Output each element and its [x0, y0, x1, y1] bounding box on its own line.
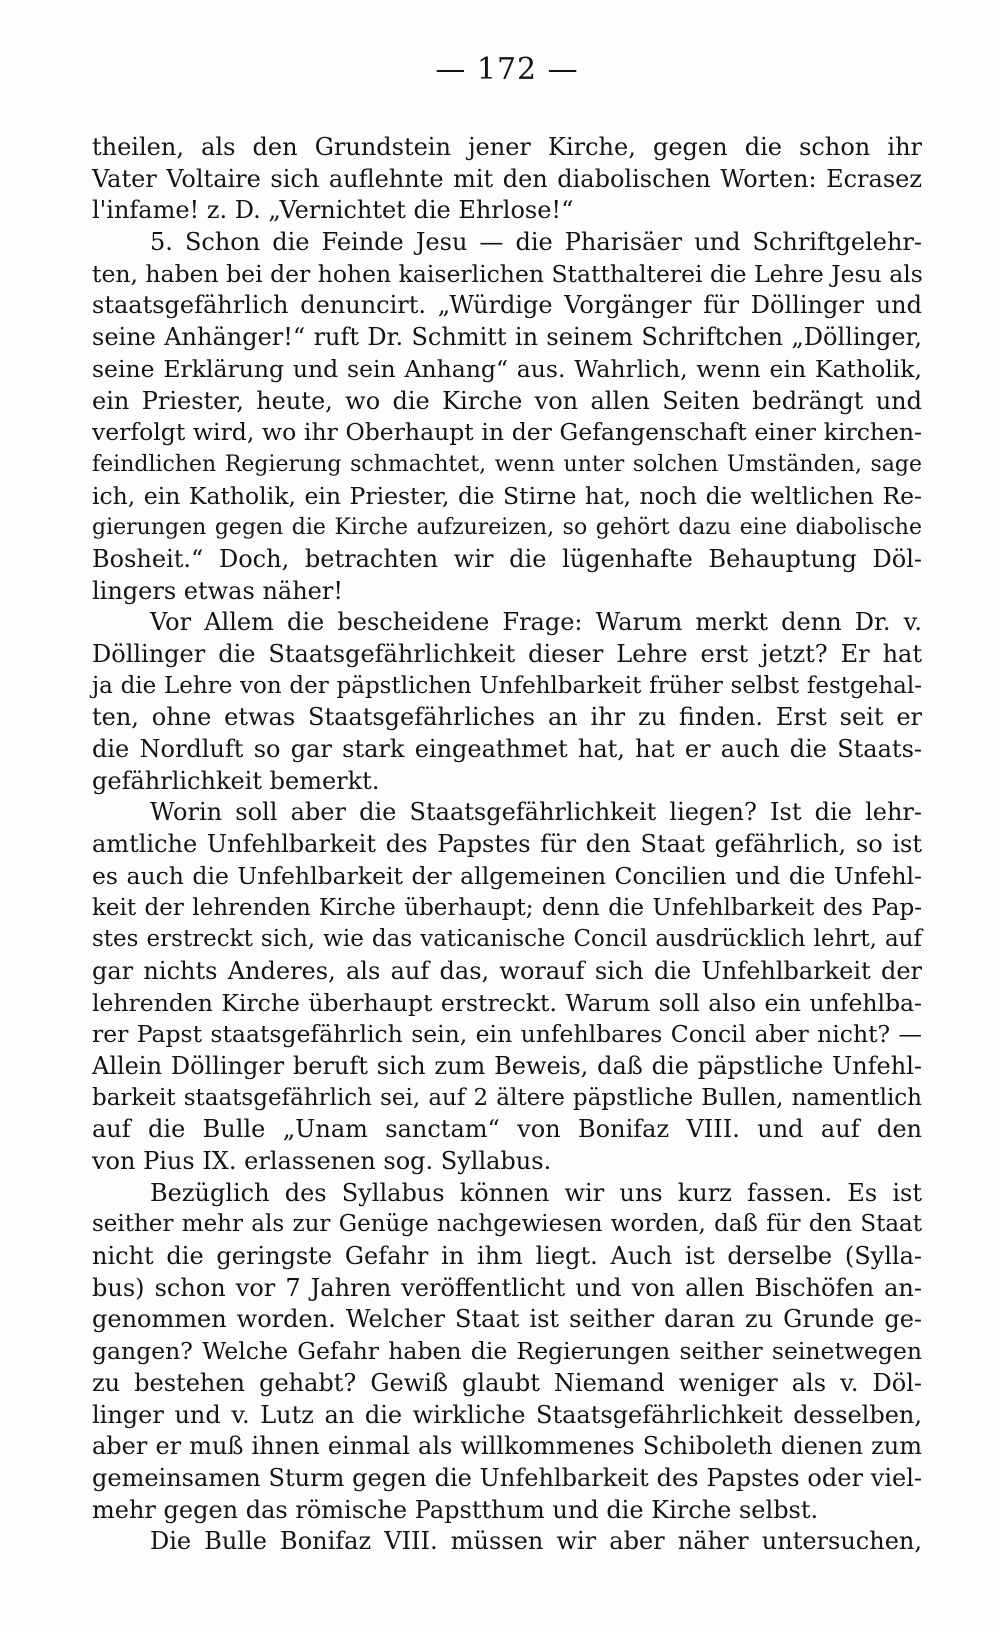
text-line: amtliche Unfehlbarkeit des Papstes für den Staat gefährlich, so ist — [92, 830, 922, 859]
text-line: Vor Allem die bescheidene Frage: Warum merkt denn Dr. v. — [150, 608, 922, 637]
text-line: ein Priester, heute, wo die Kirche von allen Seiten bedrängt und — [92, 386, 922, 415]
page-number: — 172 — — [435, 52, 579, 87]
text-line: staatsgefährlich denuncirt. „Würdige Vorgänger für Döllinger und — [92, 291, 922, 320]
text-line: Allein Döllinger beruft sich zum Beweis, daß die päpstliche Unfehl- — [92, 1051, 922, 1080]
text-line: gar nichts Anderes, als auf das, worauf sich die Unfehlbarkeit der — [92, 956, 922, 985]
text-line: ich, ein Katholik, ein Priester, die Stirne hat, noch die weltlichen Re- — [92, 481, 922, 510]
text-line: die Nordluft so gar stark eingeathmet hat, hat er auch die Staats- — [92, 735, 922, 764]
text-line: theilen, als den Grundstein jener Kirche, gegen die schon ihr — [92, 133, 922, 161]
text-line: feindlichen Regierung schmachtet, wenn unter solchen Umständen, sage — [92, 451, 922, 477]
text-line: rer Papst staatsgefährlich sein, ein unfehlbares Concil aber nicht? — — [92, 1020, 922, 1049]
text-line: Döllinger die Staatsgefährlichkeit dieser Lehre erst jetzt? Er hat — [92, 640, 922, 668]
text-line: lehrenden Kirche überhaupt erstreckt. Warum soll also ein unfehlba- — [92, 988, 922, 1017]
text-line: aber er muß ihnen einmal als willkommenes Schiboleth dienen zum — [92, 1432, 922, 1461]
text-line: gangen? Welche Gefahr haben die Regierungen seither seinetwegen — [92, 1337, 922, 1366]
text-line: 5. Schon die Feinde Jesu — die Pharisäer und Schriftgelehr- — [150, 228, 922, 257]
text-line: gierungen gegen die Kirche aufzureizen, so gehört dazu eine diabolische — [92, 515, 922, 541]
text-line: Die Bulle Bonifaz VIII. müssen wir aber näher untersuchen, — [150, 1527, 922, 1556]
text-line: Bezüglich des Syllabus können wir uns kurz fassen. Es ist — [150, 1178, 922, 1207]
text-line: von Pius IX. erlassenen sog. Syllabus. — [92, 1147, 552, 1175]
body-text — [92, 132, 922, 1558]
text-line: barkeit staatsgefährlich sei, auf 2 ältere päpstliche Bullen, namentlich — [92, 1084, 922, 1111]
text-line: es auch die Unfehlbarkeit der allgemeinen Concilien und die Unfehl- — [92, 861, 922, 890]
text-line: ja die Lehre von der päpstlichen Unfehlbarkeit früher selbst festgehal- — [92, 672, 922, 699]
text-line: ten, ohne etwas Staatsgefährliches an ihr zu finden. Erst seit er — [92, 703, 922, 732]
text-line: seine Erklärung und sein Anhang“ aus. Wahrlich, wenn ein Katholik, — [92, 354, 922, 383]
text-line: nicht die geringste Gefahr in ihm liegt. Auch ist derselbe (Sylla- — [92, 1242, 922, 1271]
text-line: linger und v. Lutz an die wirkliche Staatsgefährlichkeit desselben, — [92, 1400, 922, 1429]
text-line: l'infame! z. D. „Vernichtet die Ehrlose!“ — [92, 196, 574, 225]
text-line: verfolgt wird, wo ihr Oberhaupt in der Gefangenschaft einer kirchen- — [92, 418, 922, 447]
text-line: Worin soll aber die Staatsgefährlichkeit liegen? Ist die lehr- — [150, 798, 922, 827]
text-line: auf die Bulle „Unam sanctam“ von Bonifaz VIII. und auf den — [92, 1115, 922, 1144]
text-line: seither mehr als zur Genüge nachgewiesen worden, daß für den Staat — [92, 1211, 922, 1238]
text-line: stes erstreckt sich, wie das vaticanische Concil ausdrücklich lehrt, auf — [92, 926, 922, 953]
text-line: keit der lehrenden Kirche überhaupt; denn die Unfehlbarkeit des Pap- — [92, 894, 922, 921]
text-line: bus) schon vor 7 Jahren veröffentlicht und von allen Bischöfen an- — [92, 1273, 922, 1302]
text-line: mehr gegen das römische Papstthum und die Kirche selbst. — [92, 1495, 819, 1524]
text-line: Vater Voltaire sich auflehnte mit den diabolischen Worten: Ecrasez — [92, 164, 922, 193]
text-line: gemeinsamen Sturm gegen die Unfehlbarkeit des Papstes oder viel- — [92, 1463, 922, 1492]
text-line: ten, haben bei der hohen kaiserlichen Statthalterei die Lehre Jesu als — [92, 259, 923, 288]
text-line: zu bestehen gehabt? Gewiß glaubt Niemand weniger als v. Döl- — [92, 1368, 922, 1397]
text-line: lingers etwas näher! — [92, 576, 343, 605]
text-line: seine Anhänger!“ ruft Dr. Schmitt in seinem Schriftchen „Döllinger, — [92, 323, 922, 352]
text-line: Bosheit.“ Doch, betrachten wir die lügenhafte Behauptung Döl- — [92, 544, 922, 573]
text-line: gefährlichkeit bemerkt. — [92, 766, 380, 795]
text-line: genommen worden. Welcher Staat ist seither daran zu Grunde ge- — [92, 1305, 922, 1334]
